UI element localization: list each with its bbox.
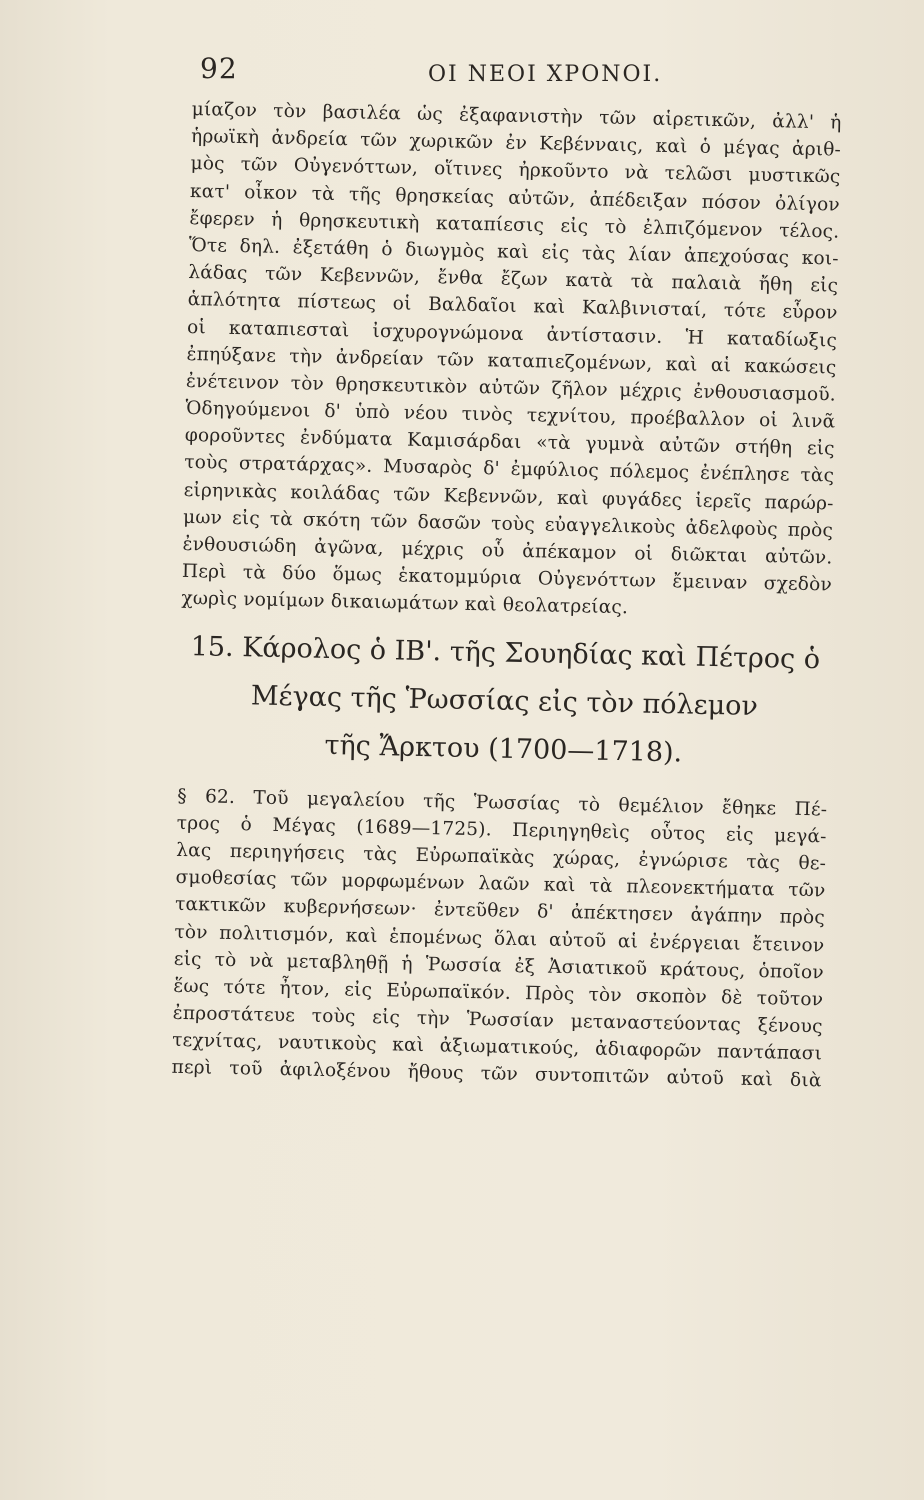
page-number: 92 <box>200 52 238 85</box>
heading-line: 15. Κάρολος ὁ ΙΒ'. τῆς Σουηδίας καὶ Πέτρος ὁ <box>190 630 821 675</box>
text-line: περὶ τοῦ ἀφιλοξένου ἤθους τῶν συντοπιτῶν αὐτοῦ καὶ διὰ <box>171 1057 822 1092</box>
text-line: μων εἰς τὰ σκότη τῶν δασῶν τοὺς εὐαγγελικοὺς ἀδελφοὺς πρὸς <box>182 506 834 542</box>
heading-line: τῆς Ἄρκτου (1700—1718). <box>324 729 683 768</box>
text-line: ἐπηύξανε τὴν ἀνδρείαν τῶν καταπιεζομένων, καὶ αἱ κακώσεις <box>186 343 837 379</box>
section-heading <box>178 626 831 776</box>
text-line: τὸν πολιτισμόν, καὶ ἑπομένως ὅλαι αὐτοῦ αἱ ἐνέργειαι ἔτεινον <box>174 921 825 956</box>
paragraph-1 <box>181 96 842 626</box>
text-line: εἰς τὸ νὰ μεταβληθῇ ἡ Ῥωσσία ἐξ Ἀσιατικοῦ κράτους, ὁποῖον <box>173 948 825 984</box>
text-line: ἕως τότε ἦτον, εἰς Εὐρωπαϊκόν. Πρὸς τὸν σκοπὸν δὲ τοῦτον <box>173 975 824 1011</box>
text-line: κατ' οἶκον τὰ τῆς θρησκείας αὐτῶν, ἀπέδειξαν πόσον ὀλίγον <box>189 180 841 216</box>
text-line: ἁπλότητα πίστεως οἱ Βαλδαῖοι καὶ Καλβινισταί, τότε εὗρον <box>187 289 838 324</box>
text-line: τοὺς στρατάρχας». Μυσαρὸς δ' ἐμφύλιος πόλεμος ἐνέπλησε τὰς <box>184 452 835 487</box>
text-line: Ὅτε δηλ. ἐξετάθη ὁ διωγμὸς καὶ εἰς τὰς λίαν ἀπεχούσας κοι- <box>188 234 839 270</box>
heading-line: Μέγας τῆς Ῥωσσίας εἰς τὸν πόλεμον <box>250 679 759 722</box>
running-head: ΟΙ ΝΕΟΙ ΧΡΟΝΟΙ. <box>428 62 663 87</box>
text-line: οἱ καταπιεσταὶ ἰσχυρογνώμονα ἀντίστασιν. Ἡ καταδίωξις <box>186 316 838 352</box>
text-line: σμοθεσίας τῶν μορφωμένων λαῶν καὶ τὰ πλεονεκτήματα τῶν <box>175 866 826 902</box>
text-line: εἰρηνικὰς κοιλάδας τῶν Κεβεννῶν, καὶ φυγάδες ἱερεῖς παρώρ- <box>183 479 834 515</box>
text-line: μὸς τῶν Οὐγενόττων, οἵτινες ἠρκοῦντο νὰ τελῶσι μυστικῶς <box>190 153 841 188</box>
text-line: Περὶ τὰ δύο ὅμως ἑκατομμύρια Οὐγενόττων ἔμειναν σχεδὸν <box>181 561 833 596</box>
text-line: μίαζον τὸν βασιλέα ὡς ἐξαφανιστὴν τῶν αἱρετικῶν, ἀλλ' ἡ <box>191 98 842 134</box>
text-line: ἔφερεν ἡ θρησκευτικὴ καταπίεσις εἰς τὸ ἐλπιζόμενον τέλος. <box>189 207 840 243</box>
text-line: λας περιηγήσεις τὰς Εὐρωπαϊκὰς χώρας, ἐγνώρισε τὰς θε- <box>175 839 827 875</box>
text-line: ἐπροστάτευε τοὺς εἰς τὴν Ῥωσσίαν μεταναστεύοντας ξένους <box>172 1002 823 1038</box>
page-header <box>200 52 840 102</box>
text-line: χωρὶς νομίμων δικαιωμάτων καὶ θεολατρείας. <box>181 588 629 619</box>
text-line: ἐνθουσιώδη ἀγῶνα, μέχρις οὗ ἀπέκαμον οἱ διῶκται αὐτῶν. <box>182 533 833 569</box>
text-line: § 62. Τοῦ μεγαλείου τῆς Ῥωσσίας τὸ θεμέλιον ἔθηκε Πέ- <box>177 785 828 821</box>
body-text <box>171 96 841 1095</box>
text-line: ἐνέτεινον τὸν θρησκευτικὸν αὐτῶν ζῆλον μέχρις ἐνθουσιασμοῦ. <box>185 370 837 406</box>
text-line: ἡρωϊκὴ ἀνδρεία τῶν χωρικῶν ἐν Κεβένναις, καὶ ὁ μέγας ἀριθ- <box>190 126 842 161</box>
text-line: τεχνίτας, ναυτικοὺς καὶ ἀξιωματικούς, ἀδιαφορῶν παντάπασι <box>171 1030 823 1065</box>
text-line: λάδας τῶν Κεβεννῶν, ἔνθα ἔζων κατὰ τὰ παλαιὰ ἤθη εἰς <box>188 262 839 297</box>
text-line: φοροῦντες ἐνδύματα Καμισάρδαι «τὰ γυμνὰ αὐτῶν στήθη εἰς <box>184 425 835 460</box>
paragraph-2 <box>171 782 827 1095</box>
text-line: τακτικῶν κυβερνήσεων· ἐντεῦθεν δ' ἀπέκτησεν ἀγάπην πρὸς <box>174 894 826 929</box>
text-line: τρος ὁ Μέγας (1689—1725). Περιηγηθεὶς οὗτος εἰς μεγά- <box>176 812 827 848</box>
text-line: Ὁδηγούμενοι δ' ὑπὸ νέου τινὸς τεχνίτου, προέβαλλον οἱ λινᾶ <box>185 397 836 433</box>
